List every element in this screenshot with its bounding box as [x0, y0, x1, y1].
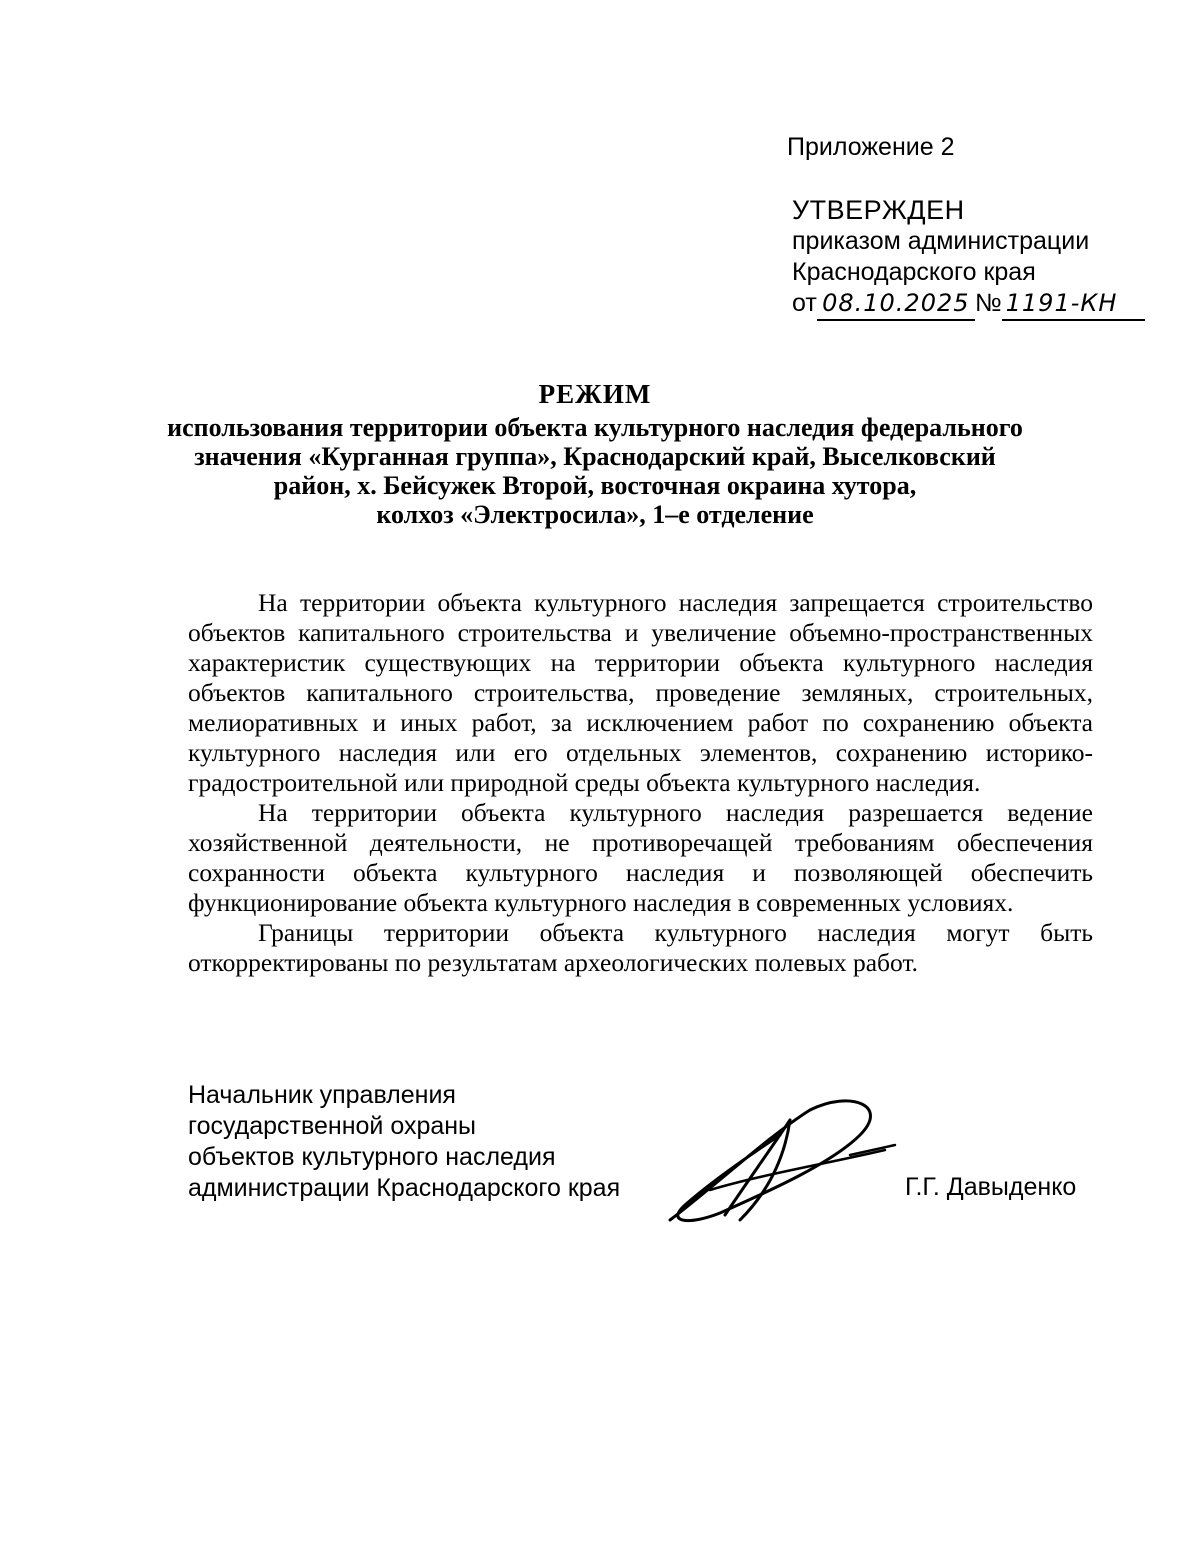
order-date-number-line: [792, 288, 1145, 321]
approval-block: [792, 195, 1145, 321]
document-title-block: [150, 380, 1040, 529]
document-subtitle-line2: значения «Курганная группа», Краснодарский край, Выселковский: [194, 442, 996, 471]
document-subtitle-line1: использования территории объекта культурного наследия федерального: [167, 413, 1023, 442]
body-paragraph-3: Границы территории объекта культурного наследия могут быть откорректированы по результатам археологических полевых работ.: [188, 918, 1093, 977]
body-paragraph-1: На территории объекта культурного наследия запрещается строительство объектов капитального строительства и увеличение объемно-пространственных характеристик существующих на территории объекта культурного наследия объектов капитального строительства, проведение земляных, строительных, мелиоративных и иных работ, за исключением работ по сохранению объекта культурного наследия или его отдельных элементов, сохранению историко-градостроительной или природной среды объекта культурного наследия.: [188, 588, 1093, 797]
document-title: РЕЖИМ: [538, 379, 652, 409]
approved-heading: УТВЕРЖДЕН: [792, 195, 965, 225]
signer-name: Г.Г. Давыденко: [905, 1173, 1077, 1201]
signer-position-line3: объектов культурного наследия: [188, 1143, 556, 1171]
approved-by-line2: Краснодарского края: [792, 258, 1036, 286]
signer-position-block: [188, 1080, 620, 1204]
appendix-label: Приложение 2: [787, 133, 955, 161]
signer-position-line4: администрации Краснодарского края: [188, 1174, 621, 1202]
body-paragraph-2: На территории объекта культурного наследия разрешается ведение хозяйственной деятельности, не противоречащей требованиям обеспечения сохранности объекта культурного наследия и позволяющей обеспечить функционирование объекта культурного наследия в современных условиях.: [188, 798, 1093, 917]
signer-position-line1: Начальник управления: [188, 1081, 456, 1109]
signer-position-line2: государственной охраны: [188, 1112, 477, 1140]
date-prefix: от: [792, 289, 817, 317]
handwritten-date: 08.10.2025: [817, 288, 975, 321]
document-body: [188, 588, 1093, 978]
document-subtitle-line3: район, х. Бейсужек Второй, восточная окраина хутора,: [273, 471, 917, 500]
approved-by-line1: приказом администрации: [792, 227, 1090, 255]
handwritten-order-number: 1191-КН: [1002, 288, 1145, 321]
number-prefix: №: [974, 289, 1002, 317]
document-subtitle-line4: колхоз «Электросила», 1–е отделение: [376, 500, 814, 529]
handwritten-signature: [650, 1095, 900, 1230]
